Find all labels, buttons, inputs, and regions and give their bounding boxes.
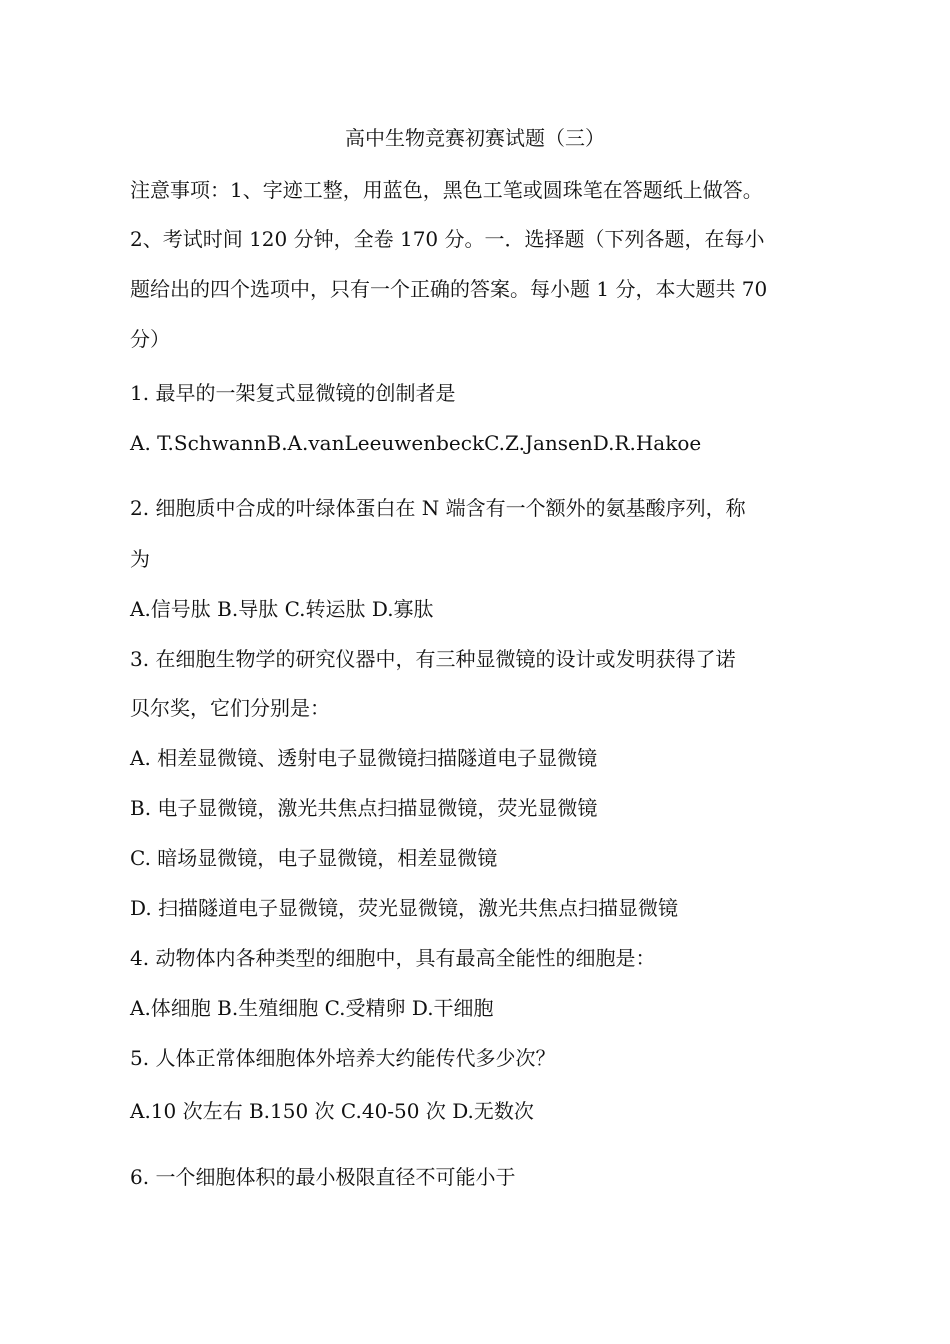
page-title: 高中生物竞赛初赛试题（三） [345,126,605,150]
question-3-option-c: C. 暗场显微镜，电子显微镜，相差显微镜 [130,846,498,870]
question-2-stem-line-1: 2. 细胞质中合成的叶绿体蛋白在 N 端含有一个额外的氨基酸序列，称 [130,496,746,520]
question-1-stem: 1. 最早的一架复式显微镜的创制者是 [130,381,456,405]
notice-line-2: 2、考试时间 120 分钟，全卷 170 分。一．选择题（下列各题，在每小 [130,227,765,251]
question-5-options: A.10 次左右 B.150 次 C.40-50 次 D.无数次 [130,1099,534,1123]
question-4-stem: 4. 动物体内各种类型的细胞中，具有最高全能性的细胞是： [130,946,656,970]
notice-line-1: 注意事项：1、字迹工整，用蓝色，黑色工笔或圆珠笔在答题纸上做答。 [130,178,763,202]
notice-line-4: 分） [130,327,170,351]
question-5-stem: 5. 人体正常体细胞体外培养大约能传代多少次？ [130,1046,556,1070]
question-3-option-a: A. 相差显微镜、透射电子显微镜扫描隧道电子显微镜 [130,746,598,770]
question-6-stem: 6. 一个细胞体积的最小极限直径不可能小于 [130,1165,516,1189]
question-3-option-d: D. 扫描隧道电子显微镜，荧光显微镜，激光共焦点扫描显微镜 [130,896,679,920]
question-2-stem-line-2: 为 [130,547,150,571]
question-3-stem-line-1: 3. 在细胞生物学的研究仪器中，有三种显微镜的设计或发明获得了诺 [130,647,736,671]
question-3-stem-line-2: 贝尔奖，它们分别是： [130,696,330,720]
question-1-options: A. T.SchwannB.A.vanLeeuwenbeckC.Z.JansenD.R.Hakoe [130,431,702,455]
question-4-options: A.体细胞 B.生殖细胞 C.受精卵 D.干细胞 [130,996,494,1020]
question-3-option-b: B. 电子显微镜，激光共焦点扫描显微镜，荧光显微镜 [130,796,598,820]
notice-line-3: 题给出的四个选项中，只有一个正确的答案。每小题 1 分，本大题共 70 [130,277,768,301]
question-2-options: A.信号肽 B.导肽 C.转运肽 D.寡肽 [130,597,434,621]
